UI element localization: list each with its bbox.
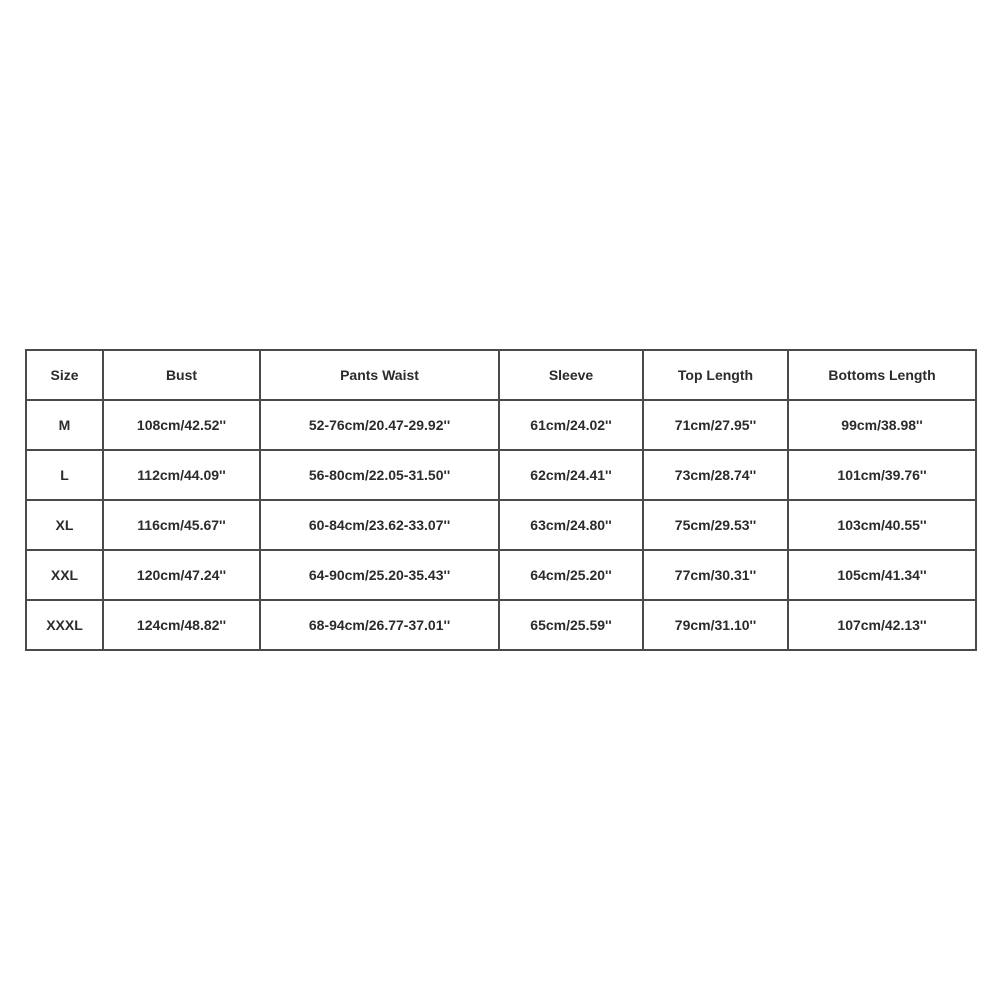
cell-sleeve: 61cm/24.02'' (499, 400, 643, 450)
cell-size: L (26, 450, 103, 500)
header-pants-waist: Pants Waist (260, 350, 499, 400)
cell-bottoms-length: 101cm/39.76'' (788, 450, 976, 500)
header-size: Size (26, 350, 103, 400)
header-sleeve: Sleeve (499, 350, 643, 400)
header-bust: Bust (103, 350, 260, 400)
table-row (26, 400, 976, 450)
size-chart-table (25, 349, 977, 651)
cell-top-length: 79cm/31.10'' (643, 600, 788, 650)
table-row (26, 500, 976, 550)
cell-sleeve: 63cm/24.80'' (499, 500, 643, 550)
cell-bottoms-length: 107cm/42.13'' (788, 600, 976, 650)
cell-pants-waist: 60-84cm/23.62-33.07'' (260, 500, 499, 550)
cell-bust: 112cm/44.09'' (103, 450, 260, 500)
cell-bust: 124cm/48.82'' (103, 600, 260, 650)
cell-size: XL (26, 500, 103, 550)
cell-sleeve: 64cm/25.20'' (499, 550, 643, 600)
cell-size: M (26, 400, 103, 450)
table-row (26, 600, 976, 650)
cell-bust: 108cm/42.52'' (103, 400, 260, 450)
cell-pants-waist: 52-76cm/20.47-29.92'' (260, 400, 499, 450)
cell-pants-waist: 64-90cm/25.20-35.43'' (260, 550, 499, 600)
table-header-row (26, 350, 976, 400)
cell-size: XXXL (26, 600, 103, 650)
cell-top-length: 77cm/30.31'' (643, 550, 788, 600)
cell-bottoms-length: 103cm/40.55'' (788, 500, 976, 550)
cell-top-length: 71cm/27.95'' (643, 400, 788, 450)
cell-pants-waist: 68-94cm/26.77-37.01'' (260, 600, 499, 650)
cell-bottoms-length: 105cm/41.34'' (788, 550, 976, 600)
cell-pants-waist: 56-80cm/22.05-31.50'' (260, 450, 499, 500)
cell-size: XXL (26, 550, 103, 600)
cell-top-length: 73cm/28.74'' (643, 450, 788, 500)
table-row (26, 550, 976, 600)
cell-sleeve: 65cm/25.59'' (499, 600, 643, 650)
cell-bust: 116cm/45.67'' (103, 500, 260, 550)
cell-sleeve: 62cm/24.41'' (499, 450, 643, 500)
table-row (26, 450, 976, 500)
header-top-length: Top Length (643, 350, 788, 400)
header-bottoms-length: Bottoms Length (788, 350, 976, 400)
cell-top-length: 75cm/29.53'' (643, 500, 788, 550)
cell-bust: 120cm/47.24'' (103, 550, 260, 600)
cell-bottoms-length: 99cm/38.98'' (788, 400, 976, 450)
